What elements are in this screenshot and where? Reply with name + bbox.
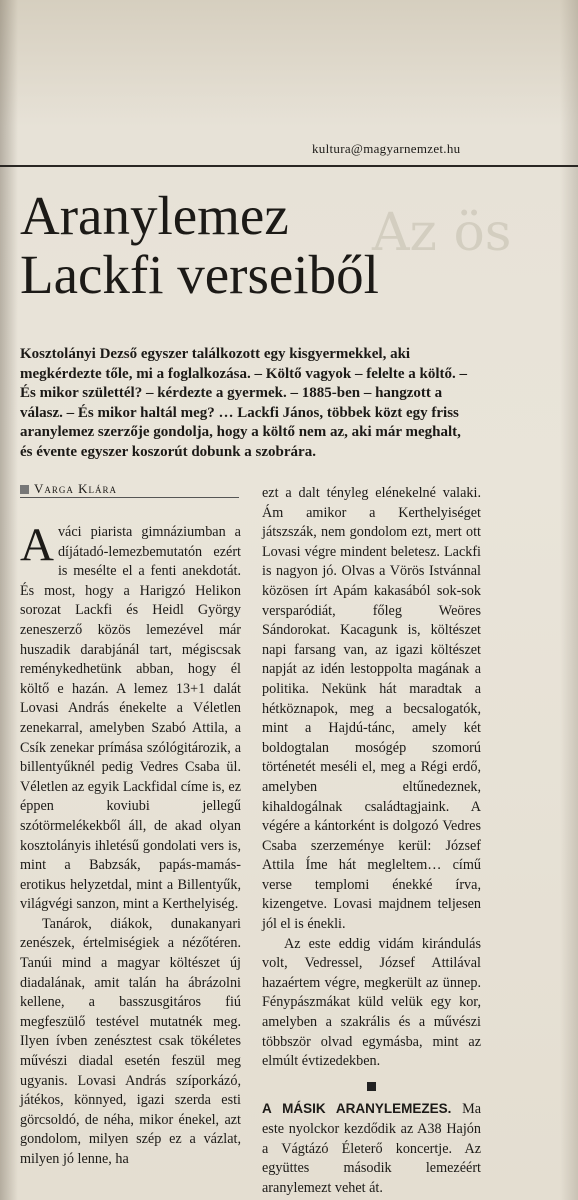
byline-marker-icon (20, 485, 29, 494)
divider-square-icon (367, 1082, 376, 1091)
paragraph-4: Az este eddig vidám kirándulás volt, Vedressel, József Attilával hazaértem végre, megkerült az ünnep. Fénypászmákat küld velük egy kor, amelyben a szakrális és a művészi többször olvad egymásba, mint az elmúlt évtizedekben. (262, 935, 481, 1070)
article-column-1 (20, 519, 241, 1170)
page-edge-shadow (0, 0, 18, 1200)
paragraph-1-text: váci piarista gimnáziumban a díjátadó-lemezbemutatón ezért is mesélte el a fenti anekdotát. És most, hogy a Harigzó Helikon sorozat Lackfi és Heidl György zeneszerző közös lemezével már huszadik darabjánál tart, mégiscsak reménykedhetünk abban, hogy él költő e hazán. A lemez 13+1 dalát Lovasi András énekelte a Véletlen zenekarral, amelyben Szabó Attila, a Csík zenekar prímása szólógitározik, a billentyűknél pedig Vedres Csaba ül. Véletlen az egyik Lackfidal címe is, ez éppen koviubi jellegű szótörmelékekből áll, de akad olyan kosztolányis ihletésű gondolati vers is, mint a Babzsák, papás-mamás-erotikus helyzetdal, mint a Billentyűk, világvégi sanzon, mint a Kerthelyiség. (20, 524, 241, 913)
byline-rule (20, 497, 239, 498)
section-email: kultura@magyarnemzet.hu (312, 141, 461, 156)
paragraph-5 (262, 1099, 481, 1198)
paragraph-2: Tanárok, diákok, dunakanyari zenészek, értelmiségiek a nézőtéren. Tanúi mind a magyar költészet új diadalának, amit talán ha ábrázolni kellene, a basszusgitáros fiú megfeszülő testével mutatnék meg. Ilyen ívben zenésztest csak tökéletes művészi diadal esetén feszül meg ugyanis. Lovasi András szíporkázó, játékos, könnyed, igazi szerda esti görcsoldó, de néha, mikor énekel, azt gondolom, milyen szép ez a vázlat, milyen jó lenne, ha (20, 915, 241, 1167)
article-headline (20, 186, 379, 304)
paragraph-5-text: Ma este nyolckor kezdődik az A38 Hajón a Vágtázó Életerő koncertje. Az együttes második lemezéért aranylemezt vehet át. (262, 1101, 481, 1196)
paragraph-1 (20, 519, 241, 915)
previous-page-band (0, 0, 578, 125)
article-column-2 (262, 484, 481, 1198)
drop-cap: A (20, 519, 54, 571)
show-through-text: Az ös (372, 203, 512, 263)
section-divider (262, 1078, 481, 1098)
subhead: A MÁSIK ARANYLEMEZES. (262, 1101, 452, 1117)
page-right-shadow (560, 0, 578, 1200)
headline-line-1: Aranylemez (20, 185, 289, 246)
author-name: Varga Klára (34, 481, 118, 496)
header-rule (0, 165, 578, 167)
headline-line-2: Lackfi verseiből (20, 244, 379, 305)
article-lead: Kosztolányi Dezső egyszer találkozott egy kisgyermekkel, aki megkérdezte tőle, mi a foglalkozása. – Költő vagyok – felelte a költő. – És mikor születtél? – kérdezte a gyermek. – 1885-ben – hangzott a válasz. – És mikor haltál meg? … Lackfi János, többek közt egy friss aranylemez szerzője gondolja, hogy a költő nem az, aki már meghalt, és évente egyszer koszorút dobunk a szobrára. (20, 346, 467, 460)
paragraph-3: ezt a dalt tényleg elénekelné valaki. Ám amikor a Kerthelyiséget játszszák, nem gondolom ezt, mert ott Lovasi végre mindent beletesz. Lackfi is nagyon jó. Olvas a Vörös Istvánnal közösen írt Apám kakasából sok-sok versparódiát, főleg Weöres Sándorokat. Kacagunk is, költészet napi farsang van, az igazi költészet napját az idén lestoppolta magának a politika. Nekünk hát maradtak a hétköznapok, meg a becsalogatók, mint a Hajdú-tánc, amely két boldogtalan mosógép szomorú történetét meséli el, meg a Régi erdő, amelyben eltűnedeznek, kihaldogálnak családtagjaink. A végére a kántorként is dolgozó Vedres Csaba szerzeménye kerül: József Attila Íme hát megleltem… című verse templomi énekké írva, kizengetve. Lovasi majdnem teljesen jól el is énekli. (262, 485, 481, 933)
byline (20, 481, 117, 497)
